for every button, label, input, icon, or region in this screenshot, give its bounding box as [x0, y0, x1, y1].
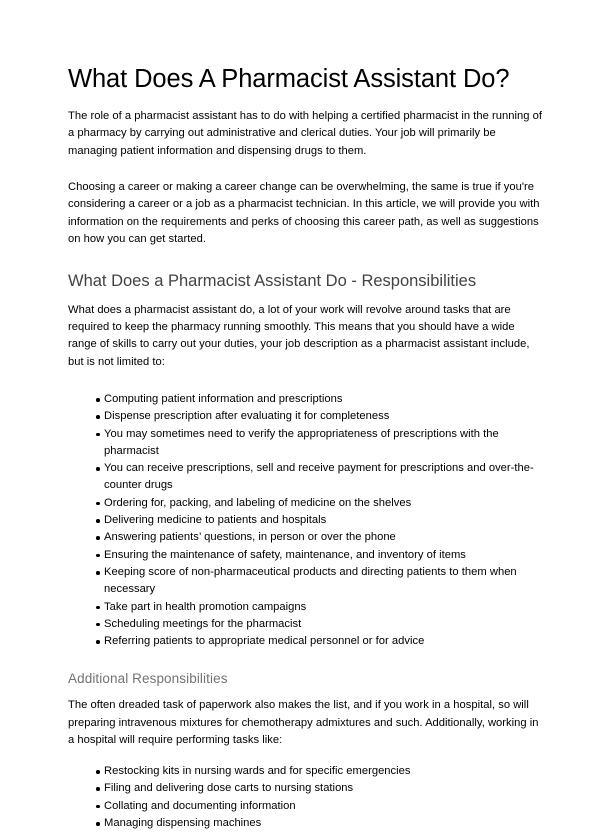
spacer [68, 160, 545, 179]
list-item: Computing patient information and prescriptions [68, 391, 545, 408]
list-item: Ensuring the maintenance of safety, maintenance, and inventory of items [68, 547, 545, 564]
responsibilities-paragraph: What does a pharmacist assistant do, a lot of your work will revolve around tasks that are required to keep the pharmacy running smoothly. This means that you should have a wide range of skills to carry out your duties, your job description as a pharmacist assistant include, but is not limited to: [68, 303, 530, 368]
page-title: What Does A Pharmacist Assistant Do? [68, 65, 510, 93]
spacer [68, 371, 545, 391]
spacer [68, 749, 545, 763]
spacer [68, 248, 545, 271]
list-item: Filing and delivering dose carts to nursing stations [68, 780, 545, 797]
responsibilities-list [68, 391, 545, 650]
list-item: Restocking kits in nursing wards and for specific emergencies [68, 763, 545, 780]
list-item: Ordering for, packing, and labeling of medicine on the shelves [68, 495, 545, 512]
intro-paragraph-2: Choosing a career or making a career change can be overwhelming, the same is true if you're considering a career or a job as a pharmacist technician. In this article, we will provide you with information on the requirements and perks of choosing this career path, as well as suggestions on how you can get started. [68, 180, 540, 245]
section-heading-additional-responsibilities: Additional Responsibilities [68, 671, 228, 687]
list-item: Collating and documenting information [68, 798, 545, 815]
list-item: You may sometimes need to verify the appropriateness of prescriptions with the pharmacist [68, 426, 545, 461]
spacer [68, 650, 545, 671]
intro-paragraph-1: The role of a pharmacist assistant has to do with helping a certified pharmacist in the running of a pharmacy by carrying out administrative and clerical duties. Your job will primarily be managing patient information and dispensing drugs to them. [68, 110, 542, 157]
list-item: Take part in health promotion campaigns [68, 599, 545, 616]
list-item: Answering patients’ questions, in person or over the phone [68, 529, 545, 546]
section-heading-responsibilities: What Does a Pharmacist Assistant Do - Responsibilities [68, 272, 477, 291]
list-item: Referring patients to appropriate medical personnel or for advice [68, 633, 545, 650]
document-content [68, 64, 545, 832]
list-item: Keeping score of non-pharmaceutical products and directing patients to them when necessary [68, 564, 545, 599]
additional-responsibilities-paragraph: The often dreaded task of paperwork also makes the list, and if you work in a hospital, so will preparing intravenous mixtures for chemotherapy admixtures and such. Additionally, working in a hospital will require performing tasks like: [68, 699, 539, 746]
list-item: You can receive prescriptions, sell and receive payment for prescriptions and over-the-counter drugs [68, 460, 545, 495]
list-item: Delivering medicine to patients and hospitals [68, 512, 545, 529]
list-item: Scheduling meetings for the pharmacist [68, 616, 545, 633]
list-item: Dispense prescription after evaluating it for completeness [68, 408, 545, 425]
list-item: Managing dispensing machines [68, 815, 545, 832]
additional-responsibilities-list [68, 763, 545, 832]
